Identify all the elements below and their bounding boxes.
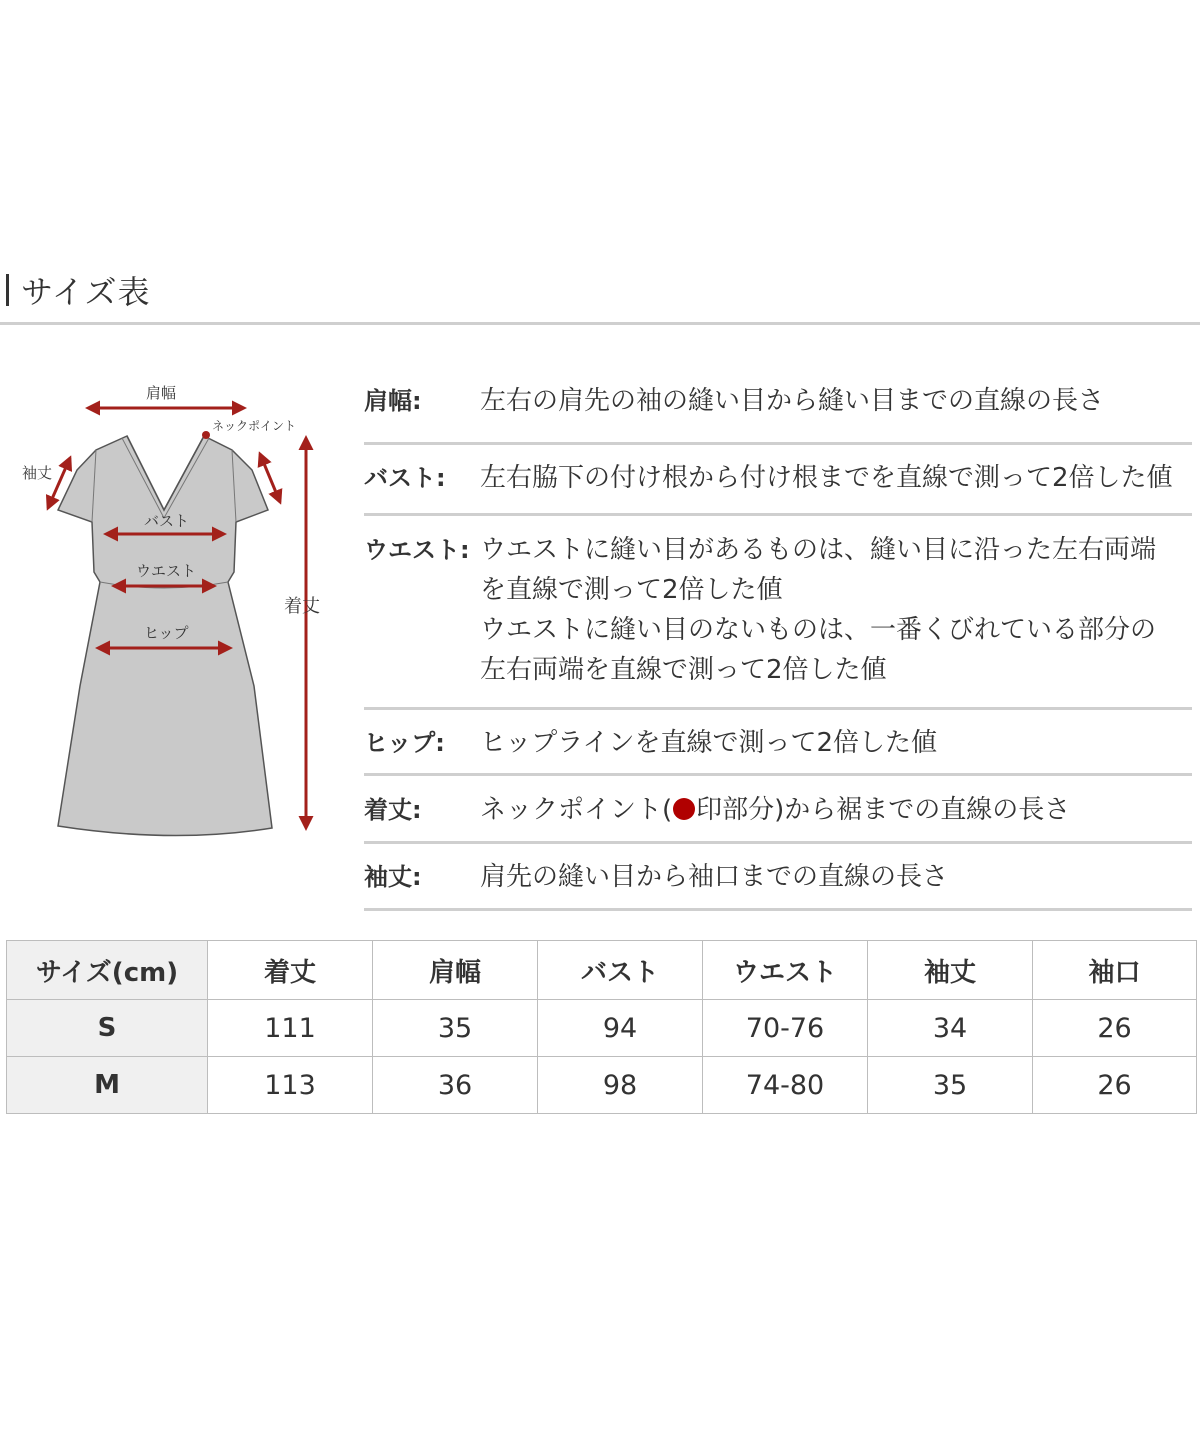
neck-point-marker-icon <box>673 798 695 820</box>
definition-line <box>480 790 1192 830</box>
sleeve-arrow-right <box>260 454 280 502</box>
size-label: M <box>7 1057 208 1114</box>
definition-sleeve <box>364 844 1192 911</box>
definition-line: を直線で測って2倍した値 <box>480 575 783 605</box>
label-shoulder: 肩幅 <box>146 384 177 402</box>
header-waist: ウエスト <box>703 941 868 1000</box>
definition-line: 左右の肩先の袖の縫い目から縫い目までの直線の長さ <box>480 386 1105 416</box>
definition-term: バスト: <box>364 464 446 492</box>
label-sleeve: 袖丈 <box>22 464 53 482</box>
table-header-row <box>7 941 1197 1000</box>
definition-text <box>480 381 1192 442</box>
measurement-definitions <box>364 368 1192 911</box>
label-length: 着丈 <box>284 596 320 617</box>
header-size: サイズ(cm) <box>7 941 208 1000</box>
definition-hip <box>364 710 1192 776</box>
label-waist: ウエスト <box>136 562 197 580</box>
definition-line: 肩先の縫い目から袖口までの直線の長さ <box>480 862 949 892</box>
definition-text <box>480 723 1192 773</box>
definition-line: 左右脇下の付け根から付け根までを直線で測って2倍した値 <box>480 463 1173 493</box>
label-bust: バスト <box>144 512 190 530</box>
header-sleeve: 袖丈 <box>868 941 1033 1000</box>
title-divider <box>0 322 1200 325</box>
size-label: S <box>7 1000 208 1057</box>
definition-text <box>480 458 1192 513</box>
table-cell: 70-76 <box>703 1000 868 1057</box>
dress-measurement-diagram <box>14 376 340 842</box>
definition-text <box>480 857 1192 908</box>
definition-waist <box>364 516 1192 710</box>
table-cell: 113 <box>208 1057 373 1114</box>
definition-term: 袖丈: <box>364 863 422 891</box>
section-title <box>6 268 150 312</box>
definition-length <box>364 776 1192 844</box>
definition-shoulder <box>364 368 1192 445</box>
definition-text <box>480 530 1192 707</box>
table-cell: 111 <box>208 1000 373 1057</box>
label-hip: ヒップ <box>144 624 189 642</box>
definition-line: ウエストに縫い目があるものは、縫い目に沿った左右両端 <box>480 535 1157 565</box>
header-bust: バスト <box>538 941 703 1000</box>
table-row <box>7 1000 1197 1057</box>
definition-line: 左右両端を直線で測って2倍した値 <box>480 655 887 685</box>
table-row <box>7 1057 1197 1114</box>
length-definition-text: ネックポイント( 印部分)から裾までの直線の長さ <box>480 795 1071 825</box>
table-cell: 26 <box>1033 1057 1197 1114</box>
table-cell: 35 <box>373 1000 538 1057</box>
definition-line: ヒップラインを直線で測って2倍した値 <box>480 728 937 758</box>
definition-term: ヒップ: <box>364 729 445 757</box>
page-title: サイズ表 <box>21 273 151 311</box>
size-table <box>6 940 1197 1114</box>
label-neck-point: ネックポイント <box>212 419 297 433</box>
neck-point-dot <box>202 431 210 439</box>
header-cuff: 袖口 <box>1033 941 1197 1000</box>
definition-line: ウエストに縫い目のないものは、一番くびれている部分の <box>480 615 1157 645</box>
table-cell: 36 <box>373 1057 538 1114</box>
definition-term: 肩幅: <box>364 387 422 415</box>
definition-term: ウエスト: <box>364 536 470 564</box>
table-cell: 94 <box>538 1000 703 1057</box>
table-cell: 26 <box>1033 1000 1197 1057</box>
definition-term: 着丈: <box>364 796 422 824</box>
title-accent-bar <box>6 274 9 306</box>
header-shoulder: 肩幅 <box>373 941 538 1000</box>
definition-bust <box>364 445 1192 516</box>
table-cell: 35 <box>868 1057 1033 1114</box>
header-length: 着丈 <box>208 941 373 1000</box>
definition-text <box>480 790 1192 841</box>
table-cell: 74-80 <box>703 1057 868 1114</box>
table-cell: 98 <box>538 1057 703 1114</box>
table-cell: 34 <box>868 1000 1033 1057</box>
